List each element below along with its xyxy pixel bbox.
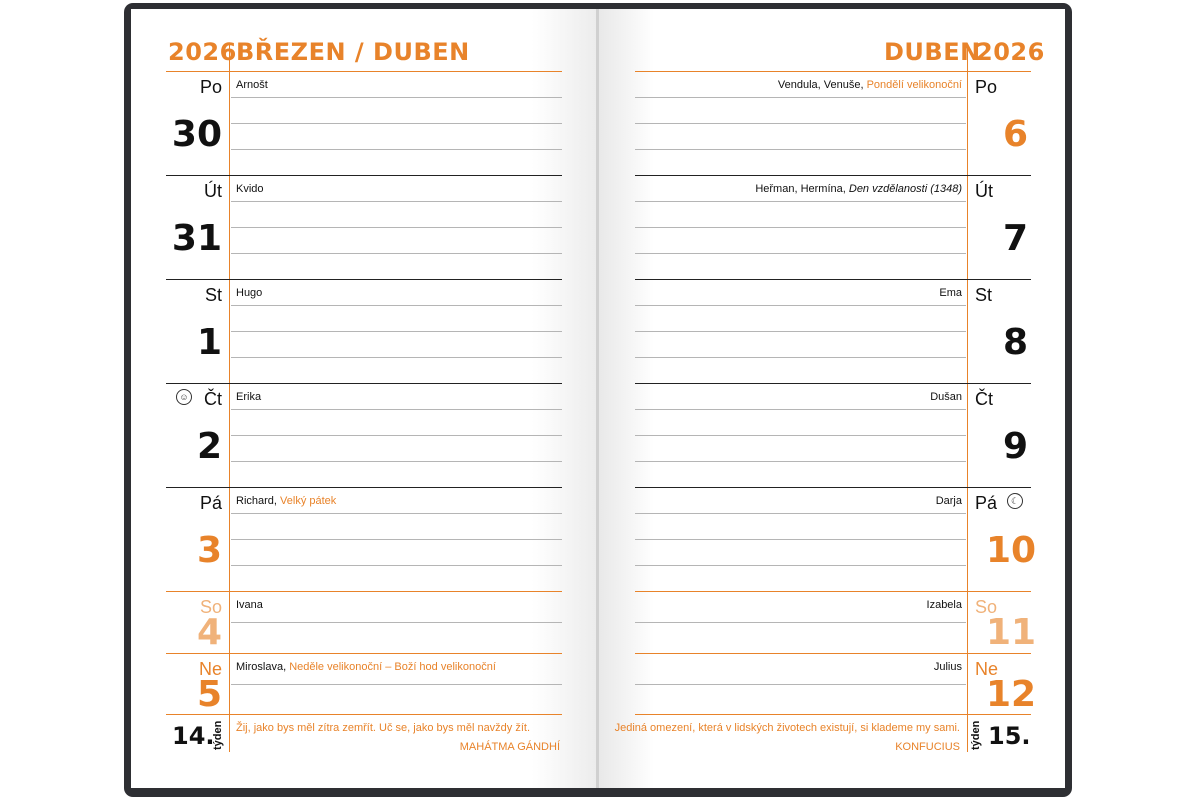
left-day-name: Út: [204, 181, 222, 201]
right-day-name: Po: [975, 77, 998, 97]
left-writing-line: [231, 97, 562, 98]
left-writing-line: [231, 227, 562, 228]
left-writing-line: [231, 149, 562, 150]
right-day-name: Pá: [975, 493, 998, 513]
right-day-number: 9: [1003, 426, 1029, 467]
nameday-text: Izabela: [926, 599, 962, 611]
left-header-rule: [166, 71, 562, 72]
left-quote: Žij, jako bys měl zítra zemřít. Uč se, jako bys měl navždy žít.: [236, 722, 531, 734]
right-day-separator: [635, 591, 1031, 592]
left-writing-line: [231, 622, 562, 623]
left-day-separator: [166, 279, 562, 280]
left-day-number: 4: [196, 612, 222, 653]
left-writing-line: [231, 565, 562, 566]
left-writing-line: [231, 539, 562, 540]
nameday-text: Julius: [933, 661, 962, 673]
holiday-text: Neděle velikonoční – Boží hod velikonoční: [289, 661, 496, 673]
nameday-text: Vendula, Venuše,: [777, 79, 864, 91]
right-writing-line: [635, 253, 966, 254]
right-day-name: Út: [975, 181, 993, 201]
last-quarter-moon-icon: ☾: [1007, 493, 1023, 509]
right-writing-line: [635, 201, 966, 202]
nameday-text: Kvido: [236, 183, 264, 195]
right-writing-line: [635, 149, 966, 150]
nameday-text: Hugo: [236, 287, 263, 299]
left-day-separator: [166, 487, 562, 488]
right-writing-line: [635, 622, 966, 623]
left-writing-line: [231, 409, 562, 410]
right-day-name: Čt: [975, 389, 993, 409]
right-writing-line: [635, 539, 966, 540]
left-writing-line: [231, 305, 562, 306]
left-day-number: 2: [196, 426, 222, 467]
nameday-text: Ivana: [236, 599, 263, 611]
left-nameday: [236, 287, 262, 299]
left-quote-author: MAHÁTMA GÁNDHÍ: [459, 741, 560, 753]
left-nameday: [236, 495, 336, 507]
right-nameday: [755, 183, 962, 195]
right-day-number: 12: [986, 674, 1037, 715]
nameday-text: Dušan: [930, 391, 962, 403]
left-day-number: 31: [171, 218, 222, 259]
right-nameday: [930, 391, 962, 403]
left-month-title: BŘEZEN / DUBEN: [236, 38, 470, 66]
right-nameday: [934, 661, 962, 673]
left-writing-line: [231, 331, 562, 332]
left-writing-line: [231, 357, 562, 358]
right-day-name: Ne: [975, 659, 999, 679]
right-day-number: 11: [986, 612, 1037, 653]
nameday-text: Ema: [939, 287, 962, 299]
left-day-number: 3: [196, 530, 222, 571]
right-writing-line: [635, 461, 966, 462]
right-week-label: týden: [970, 720, 982, 750]
right-year: 2026: [976, 38, 1045, 66]
left-footer-rule: [166, 714, 562, 715]
right-quote: Jediná omezení, která v lidských životech existují, si klademe my sami.: [614, 722, 960, 734]
right-day-name: St: [975, 285, 993, 305]
right-day-separator: [635, 175, 1031, 176]
right-day-separator: [635, 487, 1031, 488]
right-day-number: 8: [1003, 322, 1029, 363]
left-day-name: Pá: [199, 493, 222, 513]
right-day-name: So: [975, 597, 998, 617]
right-quote-author: KONFUCIUS: [895, 741, 960, 753]
left-divider-line: [229, 44, 230, 752]
holiday-text: Pondělí velikonoční: [866, 79, 962, 91]
left-writing-line: [231, 201, 562, 202]
left-day-name: St: [204, 285, 222, 305]
holiday-text: Velký pátek: [280, 495, 337, 507]
left-day-name: Čt: [204, 389, 222, 409]
right-nameday: [778, 79, 962, 91]
left-nameday: [236, 599, 263, 611]
left-day-separator: [166, 591, 562, 592]
right-day-number: 6: [1003, 114, 1029, 155]
right-writing-line: [635, 305, 966, 306]
right-week-number: 15.: [988, 722, 1031, 750]
right-header-rule: [635, 71, 1031, 72]
left-week-label: týden: [212, 720, 224, 750]
left-day-separator: [166, 175, 562, 176]
right-writing-line: [635, 409, 966, 410]
right-writing-line: [635, 684, 966, 685]
right-divider-line: [967, 44, 968, 752]
left-day-separator: [166, 383, 562, 384]
right-writing-line: [635, 565, 966, 566]
right-day-separator: [635, 279, 1031, 280]
left-writing-line: [231, 684, 562, 685]
left-day-name: So: [199, 597, 222, 617]
commemoration-text: Den vzdělanosti (1348): [848, 183, 962, 195]
right-writing-line: [635, 435, 966, 436]
left-year: 2026: [168, 38, 237, 66]
left-writing-line: [231, 461, 562, 462]
nameday-text: Arnošt: [236, 79, 268, 91]
right-nameday: [936, 495, 962, 507]
right-footer-rule: [635, 714, 1031, 715]
left-day-name: Po: [199, 77, 222, 97]
nameday-text: Miroslava,: [236, 661, 287, 673]
left-day-name: Ne: [198, 659, 222, 679]
left-writing-line: [231, 253, 562, 254]
right-nameday: [939, 287, 962, 299]
right-writing-line: [635, 331, 966, 332]
nameday-text: Richard,: [236, 495, 277, 507]
left-nameday: [236, 79, 268, 91]
right-day-number: 7: [1003, 218, 1029, 259]
left-writing-line: [231, 435, 562, 436]
right-writing-line: [635, 513, 966, 514]
nameday-text: Darja: [935, 495, 962, 507]
left-day-separator: [166, 653, 562, 654]
nameday-text: Erika: [236, 391, 262, 403]
right-writing-line: [635, 97, 966, 98]
right-writing-line: [635, 357, 966, 358]
left-week-number: 14.: [172, 722, 215, 750]
right-month-title: DUBEN: [884, 38, 981, 66]
left-day-number: 30: [171, 114, 222, 155]
nameday-text: Heřman, Hermína,: [755, 183, 846, 195]
right-day-number: 10: [986, 530, 1037, 571]
right-day-separator: [635, 383, 1031, 384]
left-writing-line: [231, 123, 562, 124]
left-nameday: [236, 183, 264, 195]
page-spine: [596, 9, 599, 788]
right-writing-line: [635, 227, 966, 228]
full-moon-icon: ☺: [176, 389, 192, 405]
left-day-number: 5: [196, 674, 222, 715]
right-day-separator: [635, 653, 1031, 654]
right-nameday: [927, 599, 962, 611]
left-nameday: [236, 391, 261, 403]
left-day-number: 1: [196, 322, 222, 363]
right-writing-line: [635, 123, 966, 124]
left-nameday: [236, 661, 496, 673]
left-writing-line: [231, 513, 562, 514]
